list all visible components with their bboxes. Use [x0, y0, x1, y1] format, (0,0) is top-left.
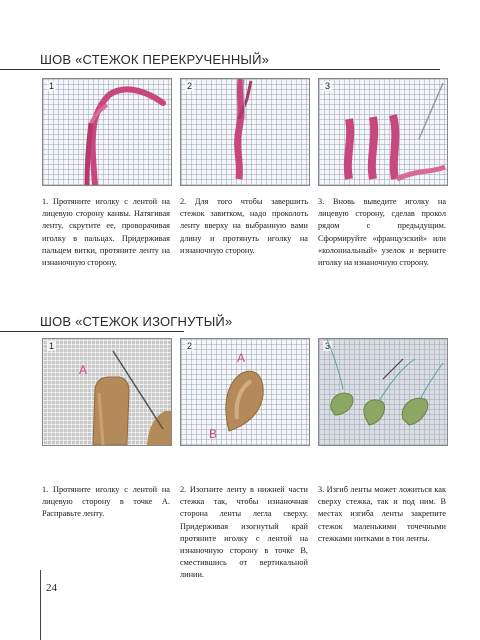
step-caption-2-2: 2. Изогните ленту в нижней части стежка так, чтобы изнаночная сторона ленты легла сверху. Придерживая изогнутый край протяните иголку с лентой на изнаночную сторону в точке В, сместившись от вертикальной линии. [180, 485, 308, 580]
section-rule-1 [0, 69, 440, 70]
page-margin-line [40, 570, 41, 640]
step-number: 1 [49, 341, 55, 351]
page-number: 24 [46, 582, 57, 594]
step-number: 2 [187, 341, 193, 351]
section-title-2: ШОВ «СТЕЖОК ИЗОГНУТЫЙ» [40, 314, 233, 329]
ribbon-illustration [319, 79, 447, 185]
step-number: 3 [325, 81, 331, 91]
photo-1-3 [318, 78, 448, 186]
step-caption-1-3: 3. Вновь выведите иголку на лицевую сторону, сделав прокол рядом с предыдущим. Сформируйте «французский» или «колониальный» узелок и верните иголку на изнаночную сторону. [318, 197, 446, 268]
marker-a: А [237, 351, 246, 365]
step-caption-2-3: 3. Изгиб ленты может ложиться как сверху стежка, так и под ним. В местах изгиба ленты закрепите стежок маленькими точечными стежками нитками в тон ленты. [318, 485, 446, 543]
ribbon-illustration [43, 339, 171, 445]
step-number: 2 [187, 81, 193, 91]
photo-1-1 [42, 78, 172, 186]
ribbon-illustration [43, 79, 171, 185]
photo-2-1 [42, 338, 172, 446]
ribbon-illustration [181, 339, 309, 445]
photo-2-2 [180, 338, 310, 446]
photo-2-3 [318, 338, 448, 446]
marker-b: В [209, 427, 218, 441]
photo-1-2 [180, 78, 310, 186]
step-caption-2-1: 1. Протяните иголку с лентой на лицевую сторону в точке А. Расправьте ленту. [42, 485, 170, 519]
section-rule-2 [0, 331, 184, 332]
marker-a: А [79, 363, 88, 377]
step-number: 3 [325, 341, 331, 351]
step-caption-1-1: 1. Протяните иголку с лентой на лицевую сторону канвы. Натягивая ленту, скрутите ее, проворачивая иголку в пальцах. Придерживая пальцем витки, протяните ленту на изнаночную сторону. [42, 197, 170, 268]
section-title-1: ШОВ «СТЕЖОК ПЕРЕКРУЧЕННЫЙ» [40, 52, 270, 67]
ribbon-illustration [319, 339, 447, 445]
step-caption-1-2: 2. Для того чтобы завершить стежок завитком, надо проколоть ленту вверху на выбранную вами длину и протянуть иголку на изнаночную сторону. [180, 197, 308, 255]
step-number: 1 [49, 81, 55, 91]
ribbon-illustration [181, 79, 309, 185]
